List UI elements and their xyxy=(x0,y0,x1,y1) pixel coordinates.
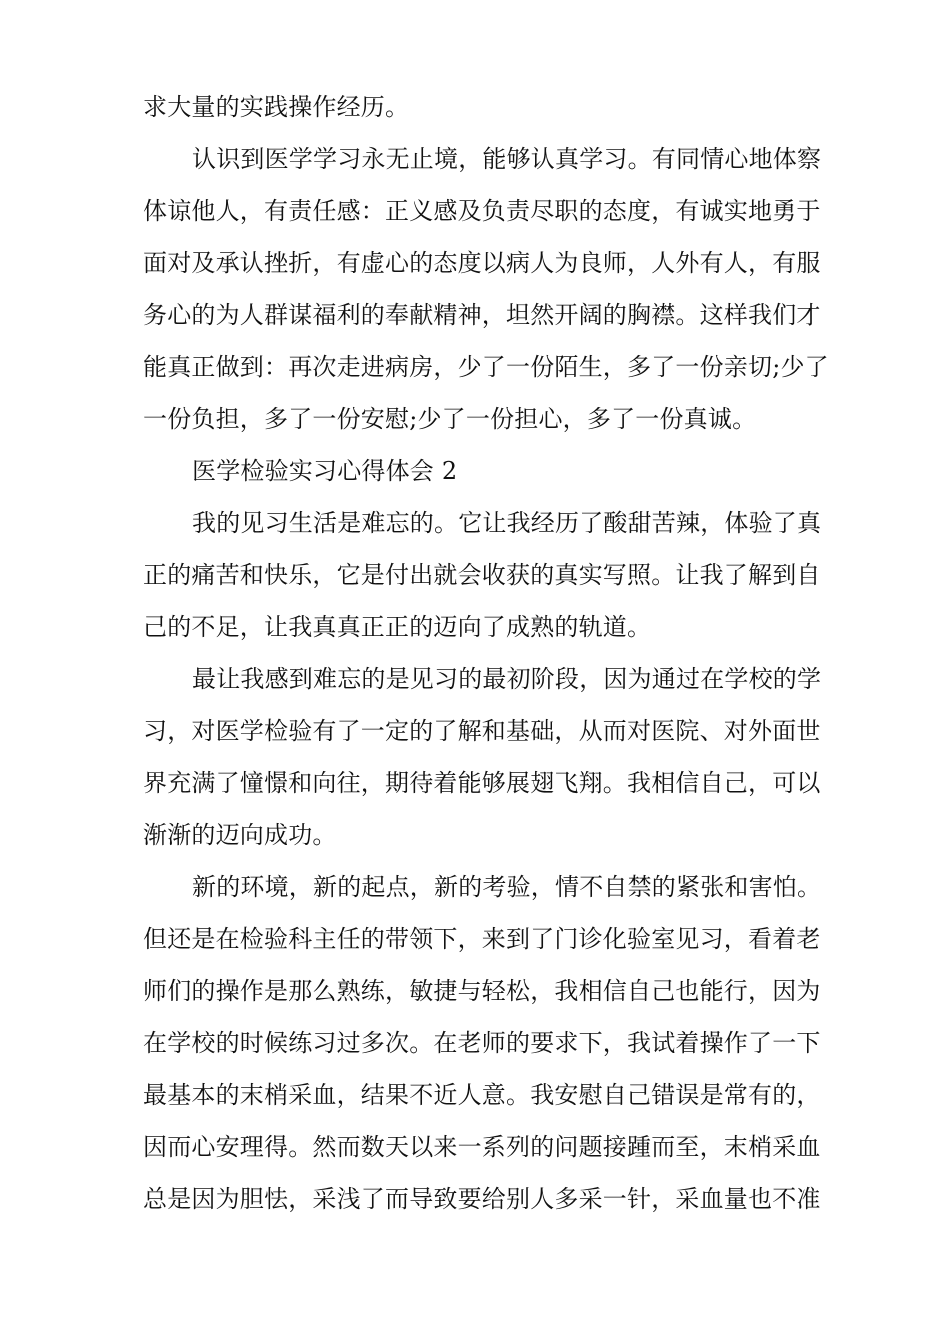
text-line: 求大量的实践操作经历。 xyxy=(143,93,410,121)
text-line: 习，对医学检验有了一定的了解和基础，从而对医院、对外面世 xyxy=(143,717,821,745)
paragraph-first-line: 最让我感到难忘的是见习的最初阶段，因为通过在学校的学 xyxy=(192,665,822,693)
paragraph-first-line: 新的环境，新的起点，新的考验，情不自禁的紧张和害怕。 xyxy=(192,873,822,901)
text-line: 体谅他人，有责任感：正义感及负责尽职的态度，有诚实地勇于 xyxy=(143,197,821,225)
section-heading: 医学检验实习心得体会 2 xyxy=(192,457,458,485)
text-line: 界充满了憧憬和向往，期待着能够展翅飞翔。我相信自己，可以 xyxy=(143,769,821,797)
text-line: 务心的为人群谋福利的奉献精神，坦然开阔的胸襟。这样我们才 xyxy=(143,301,821,329)
text-line: 己的不足，让我真真正正的迈向了成熟的轨道。 xyxy=(143,613,652,641)
text-line: 师们的操作是那么熟练，敏捷与轻松，我相信自己也能行，因为 xyxy=(143,977,821,1005)
text-line: 渐渐的迈向成功。 xyxy=(143,821,337,849)
text-line: 因而心安理得。然而数天以来一系列的问题接踵而至，末梢采血 xyxy=(143,1133,821,1161)
paragraph-first-line: 认识到医学学习永无止境，能够认真学习。有同情心地体察 xyxy=(192,145,822,173)
text-line: 面对及承认挫折，有虚心的态度以病人为良师，人外有人，有服 xyxy=(143,249,821,277)
text-line: 正的痛苦和快乐，它是付出就会收获的真实写照。让我了解到自 xyxy=(143,561,821,589)
text-line: 但还是在检验科主任的带领下，来到了门诊化验室见习，看着老 xyxy=(143,925,821,953)
text-line: 总是因为胆怯，采浅了而导致要给别人多采一针，采血量也不准 xyxy=(143,1185,821,1213)
text-line: 一份负担，多了一份安慰;少了一份担心，多了一份真诚。 xyxy=(143,405,757,433)
text-line: 能真正做到：再次走进病房，少了一份陌生，多了一份亲切;少了 xyxy=(143,353,829,381)
text-line: 最基本的末梢采血，结果不近人意。我安慰自己错误是常有的， xyxy=(143,1081,821,1109)
paragraph-first-line: 我的见习生活是难忘的。它让我经历了酸甜苦辣，体验了真 xyxy=(192,509,822,537)
text-line: 在学校的时候练习过多次。在老师的要求下，我试着操作了一下 xyxy=(143,1029,821,1057)
